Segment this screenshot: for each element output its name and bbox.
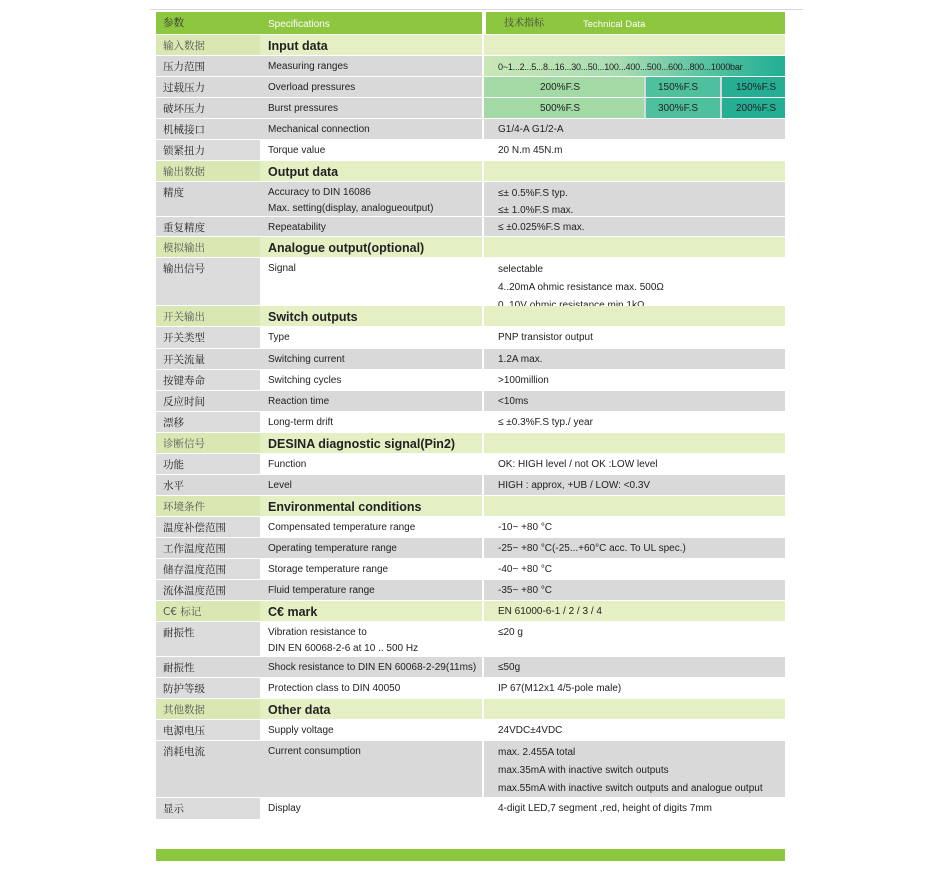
row-en-label: Type [260, 327, 482, 348]
row-en-label: Current consumption [260, 741, 482, 797]
row-cn-label: 储存温度范围 [156, 559, 260, 579]
row-td-line: selectable [498, 264, 544, 275]
row-cn-label: 按键寿命 [156, 370, 260, 390]
row-en-label: Shock resistance to DIN EN 60068-2-29(11ms) [260, 657, 482, 677]
row-technical-data: -40~ +80 °C [484, 559, 785, 579]
section-title: Input data [260, 35, 482, 55]
table-row [156, 678, 785, 699]
row-technical-data [484, 161, 785, 181]
row-technical-data: ≤20 g [484, 622, 785, 656]
row-cn-label: 开关流量 [156, 349, 260, 369]
row-cn-label: 重复精度 [156, 217, 260, 236]
table-row [156, 538, 785, 559]
row-en-label: Switching cycles [260, 370, 482, 390]
row-cn-label: 其他数据 [156, 699, 260, 719]
row-cn-label: 模拟输出 [156, 237, 260, 257]
section-header-row [156, 35, 785, 56]
row-en-label: Display [260, 798, 482, 819]
bottom-bar [156, 849, 785, 861]
row-cn-label: 环境条件 [156, 496, 260, 516]
table-row [156, 119, 785, 140]
row-cn-label: 压力范围 [156, 56, 260, 76]
section-title: Analogue output(optional) [260, 237, 482, 257]
header-specifications: Specifications [260, 12, 482, 34]
pressure-value: 300%F.S [658, 103, 699, 114]
pressure-value: 500%F.S [540, 103, 581, 114]
row-technical-data [484, 77, 785, 97]
table-row [156, 98, 785, 119]
row-cn-label: 工作温度范围 [156, 538, 260, 558]
row-cn-label: 电源电压 [156, 720, 260, 740]
table-row [156, 622, 785, 657]
row-technical-data [484, 98, 785, 118]
table-row [156, 56, 785, 77]
table-row [156, 327, 785, 349]
section-header-row [156, 699, 785, 720]
row-technical-data: ≤ ±0.025%F.S max. [484, 217, 785, 236]
row-en-label: Function [260, 454, 482, 474]
section-title: Output data [260, 161, 482, 181]
header-td-cn: 技术指标 [504, 18, 544, 29]
section-header-row [156, 496, 785, 517]
table-row [156, 657, 785, 678]
table-row [156, 559, 785, 580]
row-cn-label: 过载压力 [156, 77, 260, 97]
row-cn-label: 耐振性 [156, 657, 260, 677]
row-en-label: Mechanical connection [260, 119, 482, 139]
section-header-row [156, 161, 785, 182]
row-technical-data [484, 496, 785, 516]
row-cn-label: 流体温度范围 [156, 580, 260, 600]
row-en-label: Overload pressures [260, 77, 482, 97]
row-en-line: Vibration resistance to [268, 627, 367, 638]
table-row [156, 349, 785, 370]
row-technical-data: HIGH : approx, +UB / LOW: <0.3V [484, 475, 785, 495]
measuring-range-value: 0~1...2...5...8...16...30...50...100...400...500...600...800...1000bar [498, 62, 743, 72]
table-row [156, 140, 785, 161]
row-en-label: Compensated temperature range [260, 517, 482, 537]
section-title: Environmental conditions [260, 496, 482, 516]
pressure-value: 200%F.S [540, 82, 581, 93]
row-technical-data [484, 433, 785, 453]
table-row [156, 182, 785, 217]
row-cn-label: 温度补偿范围 [156, 517, 260, 537]
row-technical-data [484, 306, 785, 326]
table-row [156, 741, 785, 798]
top-divider-line [150, 9, 803, 10]
row-technical-data: EN 61000-6-1 / 2 / 3 / 4 [484, 601, 785, 621]
row-en-line: DIN EN 60068-2-6 at 10 .. 500 Hz [268, 643, 419, 654]
row-en-label: Operating temperature range [260, 538, 482, 558]
row-td-line: max. 2.455A total [498, 747, 576, 758]
row-td-line: max.55mA with inactive switch outputs and analogue output [498, 783, 763, 794]
row-technical-data: -35~ +80 °C [484, 580, 785, 600]
row-technical-data: <10ms [484, 391, 785, 411]
header-technical-data [484, 12, 785, 34]
spec-table [156, 12, 785, 820]
row-cn-label: 反应时间 [156, 391, 260, 411]
table-row [156, 77, 785, 98]
table-row [156, 412, 785, 433]
row-technical-data [484, 237, 785, 257]
row-cn-label: 诊断信号 [156, 433, 260, 453]
pressure-value: 150%F.S [658, 82, 699, 93]
pressure-value: 200%F.S [736, 103, 777, 114]
row-en-label: Signal [260, 258, 482, 305]
row-en-label: Long-term drift [260, 412, 482, 432]
row-cn-label: 输出数据 [156, 161, 260, 181]
table-row [156, 258, 785, 306]
row-en-label: Storage temperature range [260, 559, 482, 579]
row-cn-label: 水平 [156, 475, 260, 495]
row-td-line: 4..20mA ohmic resistance max. 500Ω [498, 282, 664, 293]
row-cn-label: 锁紧扭力 [156, 140, 260, 160]
table-header-row [156, 12, 785, 35]
row-en-label: Switching current [260, 349, 482, 369]
table-row [156, 370, 785, 391]
row-cn-label: 耐振性 [156, 622, 260, 656]
row-en-label: Repeatability [260, 217, 482, 236]
row-cn-label: 输入数据 [156, 35, 260, 55]
row-td-line: max.35mA with inactive switch outputs [498, 765, 669, 776]
row-cn-label: 显示 [156, 798, 260, 819]
row-en-line: Accuracy to DIN 16086 [268, 187, 371, 198]
row-technical-data: OK: HIGH level / not OK :LOW level [484, 454, 785, 474]
section-header-row [156, 601, 785, 622]
row-cn-label: 精度 [156, 182, 260, 216]
table-row [156, 475, 785, 496]
row-en-label: Measuring ranges [260, 56, 482, 76]
row-cn-label: C€ 标记 [156, 601, 260, 621]
row-cn-label: 开关输出 [156, 306, 260, 326]
section-header-row [156, 306, 785, 327]
row-td-line: ≤± 0.5%F.S typ. [498, 188, 568, 199]
row-cn-label: 输出信号 [156, 258, 260, 305]
table-row [156, 517, 785, 538]
pressure-value: 150%F.S [736, 82, 777, 93]
row-cn-label: 开关类型 [156, 327, 260, 348]
row-technical-data: 24VDC±4VDC [484, 720, 785, 740]
table-row [156, 391, 785, 412]
row-technical-data: 1.2A max. [484, 349, 785, 369]
row-en-label [260, 622, 482, 656]
row-technical-data: -25~ +80 °C(-25...+60°C acc. To UL spec.) [484, 538, 785, 558]
row-technical-data: -10~ +80 °C [484, 517, 785, 537]
section-header-row [156, 237, 785, 258]
row-technical-data: >100million [484, 370, 785, 390]
table-row [156, 798, 785, 820]
header-td-en: Technical Data [583, 19, 646, 30]
row-technical-data [484, 741, 785, 797]
section-title: Other data [260, 699, 482, 719]
row-cn-label: 消耗电流 [156, 741, 260, 797]
row-cn-label: 漂移 [156, 412, 260, 432]
row-technical-data [484, 56, 785, 76]
row-technical-data: PNP transistor output [484, 327, 785, 348]
table-row [156, 580, 785, 601]
row-technical-data [484, 35, 785, 55]
row-technical-data: 20 N.m 45N.m [484, 140, 785, 160]
row-technical-data [484, 182, 785, 216]
row-cn-label: 防护等级 [156, 678, 260, 698]
table-row [156, 454, 785, 475]
row-en-label: Fluid temperature range [260, 580, 482, 600]
row-td-line: ≤± 1.0%F.S max. [498, 205, 574, 216]
row-en-label: Protection class to DIN 40050 [260, 678, 482, 698]
header-cn-label: 参数 [156, 12, 260, 34]
row-en-label [260, 182, 482, 216]
row-en-label: Torque value [260, 140, 482, 160]
row-cn-label: 机械接口 [156, 119, 260, 139]
row-en-label: Supply voltage [260, 720, 482, 740]
section-header-row [156, 433, 785, 454]
row-technical-data: ≤50g [484, 657, 785, 677]
row-technical-data: IP 67(M12x1 4/5-pole male) [484, 678, 785, 698]
table-row [156, 720, 785, 741]
row-en-line: Max. setting(display, analogueoutput) [268, 203, 434, 214]
row-en-label: Burst pressures [260, 98, 482, 118]
row-cn-label: 破坏压力 [156, 98, 260, 118]
row-en-label: Reaction time [260, 391, 482, 411]
section-title: Switch outputs [260, 306, 482, 326]
table-row [156, 217, 785, 237]
row-technical-data: G1/4-A G1/2-A [484, 119, 785, 139]
row-technical-data [484, 258, 785, 305]
row-cn-label: 功能 [156, 454, 260, 474]
row-en-label: Level [260, 475, 482, 495]
row-technical-data [484, 699, 785, 719]
section-title: DESINA diagnostic signal(Pin2) [260, 433, 482, 453]
row-technical-data: ≤ ±0.3%F.S typ./ year [484, 412, 785, 432]
section-title: C€ mark [260, 601, 482, 621]
row-technical-data: 4-digit LED,7 segment ,red, height of digits 7mm [484, 798, 785, 819]
